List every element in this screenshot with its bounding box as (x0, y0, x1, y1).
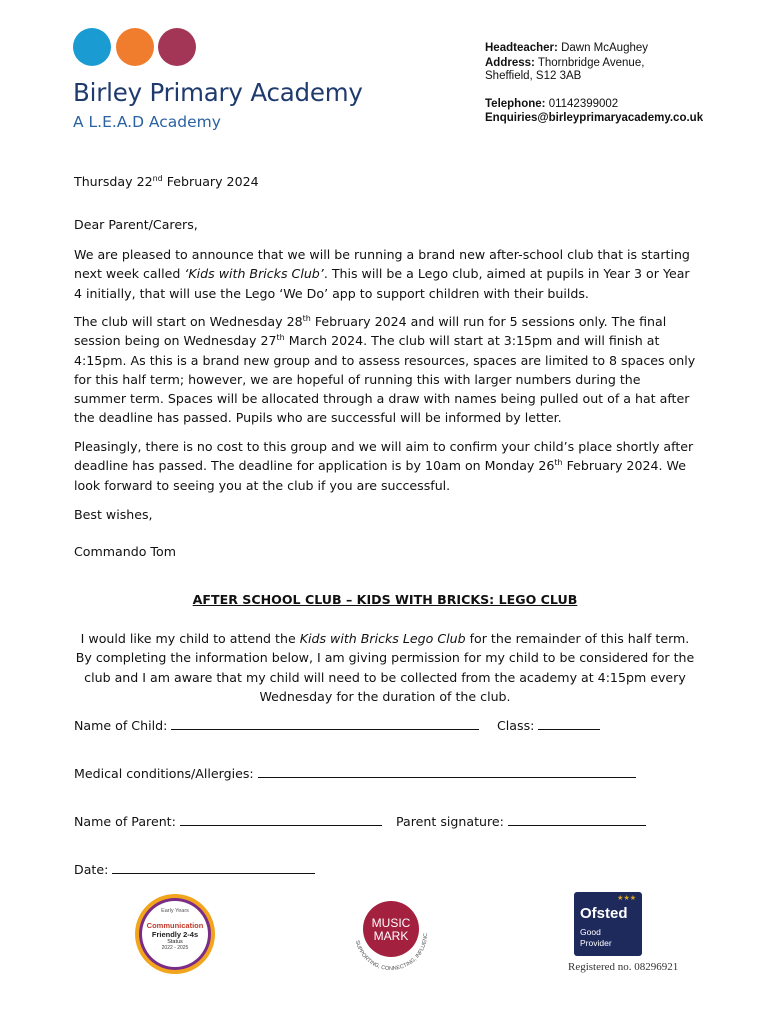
address-street: Thornbridge Avenue, (537, 57, 645, 69)
telephone-label: Telephone: (485, 98, 546, 110)
form-intro: I would like my child to attend the Kids with Bricks Lego Club for the remainder of this half term. By completing the information below, I am giving permission for my child to be considered for the club and I am aware that my child will need to be collected from the academy at 4:15pm every Wednesday for the duration of the club. (75, 631, 695, 704)
child-name-label: Name of Child: (74, 718, 168, 733)
registered-number: Registered no. 08296921 (568, 961, 679, 973)
school-name: Birley Primary Academy (73, 78, 363, 107)
paragraph-1: We are pleased to announce that we will be running a brand new after-school club that is starting next week called ‘Kids with Bricks Club’. This will be a Lego club, aimed at pupils in Year 3 or Year 4 initially, that will use the Lego ‘We Do’ app to support children with their builds. (74, 247, 690, 301)
medical-row (74, 765, 636, 781)
music-mark-line1: MUSIC (371, 916, 411, 930)
headteacher-label: Headteacher: (485, 42, 558, 54)
music-mark-badge (346, 894, 436, 974)
medical-label: Medical conditions/Allergies: (74, 766, 254, 781)
date-row (74, 861, 315, 877)
telephone-line (485, 97, 618, 111)
child-name-field[interactable] (171, 717, 479, 730)
school-subtitle: A L.E.A.D Academy (73, 113, 221, 131)
logo-dot-maroon (158, 28, 196, 66)
address-label: Address: (485, 57, 535, 69)
date-field[interactable] (112, 861, 315, 874)
class-field[interactable] (538, 717, 600, 730)
paragraph-2: The club will start on Wednesday 28th February 2024 and will run for 5 sessions only. The final session being on Wednesday 27th March 2024. The club will start at 3:15pm and will finish at 4:15pm. As this is a brand new group and to assess resources, spaces are limited to 8 spaces only for this half term; however, we are hopeful of running this with larger numbers during the summer term. Spaces will be allocated through a draw with names being pulled out of a hat after the deadline has passed. Pupils who are successful will be informed by letter. (74, 313, 696, 426)
badge1-line1: Early Years (161, 908, 189, 914)
badge1-line4: Status (167, 939, 183, 945)
badge1-line5: 2022 - 2025 (161, 945, 189, 951)
ofsted-title: Ofsted (580, 905, 628, 922)
music-mark-line2: MARK (373, 929, 409, 943)
address-line-2: Sheffield, S12 3AB (485, 70, 582, 82)
ofsted-badge (574, 892, 642, 956)
address-line-1 (485, 56, 644, 70)
paragraph-3: Pleasingly, there is no cost to this group and we will aim to confirm your child’s place shortly after deadline has passed. The deadline for application is by 10am on Monday 26th February 2024. We look forward to seeing you at the club if you are successful. (74, 439, 694, 493)
badge1-line3: Friendly 2-4s (151, 930, 199, 939)
badge1-line2: Communication (146, 921, 204, 930)
music-mark-ring-text: SUPPORTING, CONNECTING, INFLUENC (353, 932, 430, 973)
child-name-row (74, 717, 479, 733)
medical-field[interactable] (258, 765, 636, 778)
communication-friendly-badge (135, 894, 215, 974)
email-link[interactable]: Enquiries@birleyprimaryacademy.co.uk (485, 112, 704, 124)
date-label: Date: (74, 862, 109, 877)
form-heading: AFTER SCHOOL CLUB – KIDS WITH BRICKS: LEGO CLUB (192, 592, 578, 607)
parent-name-row (74, 813, 382, 829)
signature-label: Parent signature: (396, 814, 504, 829)
headteacher-line (485, 41, 648, 55)
signature-field[interactable] (508, 813, 646, 826)
logo-dot-blue (73, 28, 111, 66)
signature-row (396, 813, 646, 829)
logo-dot-orange (116, 28, 154, 66)
parent-name-field[interactable] (180, 813, 382, 826)
ofsted-rating: Good (580, 927, 601, 937)
closing: Best wishes, (74, 507, 153, 522)
letter-date: Thursday 22nd February 2024 (74, 173, 259, 189)
salutation: Dear Parent/Carers, (74, 217, 198, 232)
ofsted-stars-icon: ★★★ (617, 895, 636, 902)
ofsted-provider: Provider (580, 938, 612, 948)
parent-name-label: Name of Parent: (74, 814, 176, 829)
headteacher-name: Dawn McAughey (561, 42, 649, 54)
telephone-number: 01142399002 (548, 98, 619, 110)
class-label: Class: (497, 718, 535, 733)
class-row (497, 717, 600, 733)
signoff: Commando Tom (74, 544, 176, 559)
